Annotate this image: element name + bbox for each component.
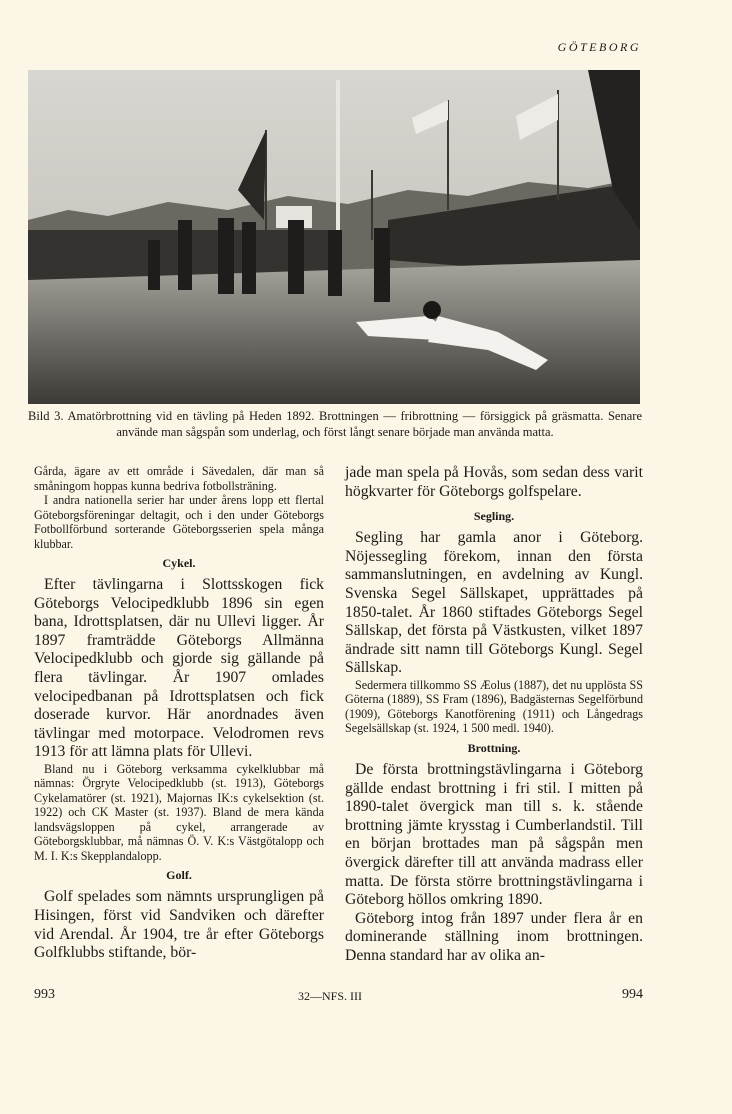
paragraph: I andra nationella serier har under årens lopp ett flertal Göteborgsföreningar deltagit, och i den under Göteborgs Fotbollförbund sorterande Göteborgsserien spela många klubbar. <box>34 493 324 551</box>
page-number-left: 993 <box>34 987 55 1002</box>
section-heading-cykel: Cykel. <box>162 556 196 570</box>
paragraph: Segling har gamla anor i Göteborg. Nöjessegling förekom, innan den första sammanslutningen, en avdelning av Kungl. Svenska Segel Sällskapet, upprättades på 1850-talet. År 1860 stiftades Göteborgs Segel Sällskap, det första på Västkusten, vilket 1897 ändrade sitt namn till Göteborgs Kungl. Segel Sällskap. <box>345 529 643 677</box>
section-heading-golf: Golf. <box>166 868 192 883</box>
paragraph: Bland nu i Göteborg verksamma cykelklubbar må nämnas: Örgryte Velocipedklubb (st. 1913), Göteborgs Cykelamatörer (st. 1921), Majornas IK:s cykelsektion (st. 1922) och CK Master (st. 1937). Bland de mera kända landsvägsloppen på cykel, arrangerade av Göteborgsklubbar, må nämnas Ö. V. K:s Västgötalopp och M. I. K:s Skepplandalopp. <box>34 761 324 863</box>
paragraph: Göteborg intog från 1897 under flera år en dominerande ställning inom brottningen. Denna standard har av olika an- <box>345 909 643 964</box>
figure-caption: Bild 3. Amatörbrottning vid en tävling på Heden 1892. Brottningen — fribrottning — försiggick på gräsmatta. Senare använde man sågspån som underlag, och först långt senare började man använda matta. <box>28 409 642 439</box>
paragraph: Sedermera tillkommo SS Æolus (1887), det nu upplösta SS Göterna (1889), SS Fram (1896), Badgästernas Segelförbund (1909), Göteborgs Kanotförening (1911) och Långedrags Segelsällskap (st. 1924, 1 500 medl. 1940). <box>345 677 643 736</box>
right-column <box>345 464 643 965</box>
section-heading-brottning: Brottning. <box>467 740 521 755</box>
paragraph: jade man spela på Hovås, som sedan dess varit högkvarter för Göteborgs golfspelare. <box>345 464 643 500</box>
paragraph: Golf spelades som nämnts ursprungligen på Hisingen, först vid Sandviken och därefter vid Arendal. År 1904, tre år efter Göteborgs Golfklubbs stiftande, bör- <box>34 888 324 962</box>
page-number-right: 994 <box>622 987 643 1002</box>
section-heading-segling: Segling. <box>473 509 515 524</box>
paragraph: Efter tävlingarna i Slottsskogen fick Göteborgs Velocipedklubb 1896 sin egen bana, Idrottsplatsen, där nu Ullevi ligger. År 1897 framträdde Göteborgs Allmänna Velocipedklubb och gjorde sig gällande på flera tävlingar. År 1907 omlades velocipedbanan på Idrottsplatsen och fick doserade kurvor. Här anordnades även tävlingar med motorpace. Velodromen revs 1913 för att lämna plats för Ullevi. <box>34 576 324 761</box>
wrestling-photo <box>28 70 640 404</box>
running-head: GÖTEBORG <box>557 40 641 54</box>
left-column <box>34 464 324 963</box>
paragraph: Gårda, ägare av ett område i Sävedalen, där man så småningom hoppas kunna bedriva fotbollsträning. <box>34 464 324 493</box>
paragraph: De första brottningstävlingarna i Göteborg gällde endast brottning i fri stil. I mitten på 1890-talet övergick man till s. k. stående brottning jämte krysstag i Cumberlandstil. Till en början brottades man på sågspån men övergick därefter till att använda madrass eller matta. De första större brottningstävlingarna i Göteborg höllos omkring 1890. <box>345 760 643 909</box>
signature-mark: 32—NFS. III <box>298 989 363 1003</box>
